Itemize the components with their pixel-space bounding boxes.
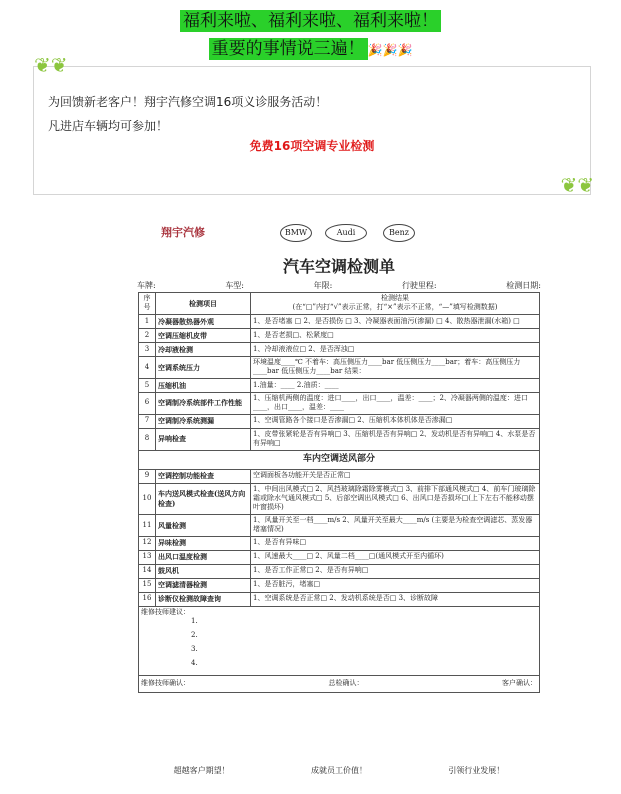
vehicle-info: 车牌: 车型: 年限: 行驶里程: 检测日期: (137, 281, 541, 290)
party-icon: 🎉🎉🎉 (367, 43, 413, 57)
table-row: 11 风量检测 1、风量开关至一档____m/s 2、风量开关至最大____m/s (主要是为检查空调滤芯、蒸发器堵塞情况) (139, 514, 540, 536)
signature-row: 维修技师确认： 总检确认： 客户确认： (139, 675, 540, 692)
form-title: 汽车空调检测单 (282, 257, 395, 276)
bmw-logo-icon: BMW (280, 224, 312, 242)
table-row: 3 冷却液检测 1、冷却液液位□ 2、是否浑浊□ (139, 342, 540, 356)
repeat-headline: 重要的事情说三遍！ (209, 38, 368, 60)
section-heading: 车内空调送风部分 (139, 450, 540, 469)
table-row: 9 空调控制功能检查 空调面板各功能开关是否正常□ (139, 469, 540, 483)
notice-highlight: 免费16项空调专业检测 (249, 139, 375, 153)
table-row: 10 车内送风模式检查(送风方向检查) 1、中间出风模式□ 2、风挡玻璃除霜除雾模式□ 3、前排下部通风模式□ 4、前车门玻璃除霜或除水气通风模式□ 5、后部空调出风模式□ 6、出风口是否损坏□(上下左右不能移动摆叶窗损坏) (139, 483, 540, 514)
leaf-icon: ❦❦ (560, 173, 594, 197)
table-row: 2 空调压缩机皮带 1、是否老损□、松紧度□ (139, 328, 540, 342)
table-row: 4 空调系统压力 环境温度____℃ 不着车：高压侧压力____bar 低压侧压力____bar；着车：高压侧压力____bar 低压侧压力____bar 结果： (139, 356, 540, 378)
notice-line-1: 为回馈新老客户！翔宇汽修空调16项义诊服务活动！ (48, 95, 328, 109)
technician-suggestion: 维修技师建议： 1. 2. 3. 4. (139, 606, 540, 675)
table-row: 5 压缩机油 1.油量：____ 2.油质：____ (139, 378, 540, 392)
benz-logo-icon: Benz (383, 224, 415, 242)
table-row: 15 空调滤清器检测 1、是否脏污，堵塞□ (139, 578, 540, 592)
leaf-icon: ❦❦ (34, 53, 68, 77)
inspection-form (133, 210, 545, 790)
table-row: 7 空调制冷系统测漏 1、空调管路各个接口是否渗漏□ 2、压缩机本体机体是否渗漏□ (139, 414, 540, 428)
table-row: 1 冷凝器散热器外观 1、是否堵塞 □ 2、是否损伤 □ 3、冷凝器表面油污(渗漏) □ 4、散热器泄漏(水箱) □ (139, 314, 540, 328)
table-row: 8 异响检查 1、皮带张紧轮是否有异响□ 3、压缩机是否有异响□ 2、发动机是否有异响□ 4、水泵是否有异响□ (139, 428, 540, 450)
table-row: 14 鼓风机 1、是否工作正常□ 2、是否有异响□ (139, 564, 540, 578)
welfare-headline: 福利来啦、福利来啦、福利来啦！ (180, 10, 441, 32)
table-row: 6 空调制冷系统部件工作性能 1、压缩机两侧的温度：进口____，出口____，温差：____；2、冷凝器两侧的温度：进口____，出口____，温差：____ (139, 392, 540, 414)
table-row: 16 诊断仪检测故障查询 1、空调系统是否正常□ 2、发动机系统是否□ 3、诊断故障 (139, 592, 540, 606)
notice-box (33, 53, 594, 197)
table-row: 12 异味检测 1、是否有异味□ (139, 536, 540, 550)
form-footer: 超越客户期望！ 成就员工价值！ 引领行业发展！ (173, 766, 505, 775)
audi-logo-icon: Audi (325, 224, 367, 242)
notice-line-2: 凡进店车辆均可参加！ (48, 119, 169, 133)
company-logo: 翔宇汽修 (161, 226, 205, 239)
table-row: 13 出风口温度检测 1、风速最大____□ 2、风量二档____□(通风模式开至内循环) (139, 550, 540, 564)
inspection-table: 序号 检测项目 检测结果 (在“□”内打“√”表示正常，打“×”表示不正常，“—”填写检测数据) 1 冷凝器散热器外观 1、是否堵塞 □ 2、是否损伤 □ 3、冷凝器表面油污(渗漏) □ 4、散热器泄漏(水箱) □ 2 空调压缩机皮带 1、是否老损□、松紧度□ 3 冷却液检测 1、冷却液液位□ 2、是否浑浊□ 4 空调系统压力 环境温度____℃ 不着车：高压侧压力____bar 低压侧压力____bar；着车：高压侧压力____bar 低压侧压力____bar 结果： 5 压缩机油 1.油量：____ 2.油质：____ 6 空调制冷系统部件工作性能 1、压缩机两侧的温度：进口____，出口____，温差：____；2、冷凝器两侧的温度：进口____，出口____，温差：____ 7 空调制冷系统测漏 1、空调管路各个接口是否渗漏□ 2、压缩机本体机体是否渗漏□ 8 异响检查 1、皮带张紧轮是否有异响□ 3、压缩机是否有异响□ 2、发动机是否有异响□ 4、水泵是否有异响□ 车内空调送风部分 9 空调控制功能检查 空调面板各功能开关是否正常□ 10 车内送风模式检查(送风方向检查) 1、中间出风模式□ 2、风挡玻璃除霜除雾模式□ 3、前排下部通风模式□ 4、前车门玻璃除霜或除水气通风模式□ 5、后部空调出风模式□ 6、出风口是否损坏□(上下左右不能移动摆叶窗损坏) 11 风量检测 1、风量开关至一档____m/s 2、风量开关至最大____m/s (主要是为检查空调滤芯、蒸发器堵塞情况) 12 异味检测 1、是否有异味□ 13 出风口温度检测 1、风速最大____□ 2、风量二档____□(通风模式开至内循环) 14 鼓风机 1、是否工作正常□ 2、是否有异响□ 15 空调滤清器检测 1、是否脏污，堵塞□ 16 诊断仪检测故障查询 1、空调系统是否正常□ 2、发动机系统是否□ 3、诊断故障 维修技师建议： 1. 2. 3. 4. 维修技师确认： 总检确认： 客户确认： (138, 292, 540, 693)
